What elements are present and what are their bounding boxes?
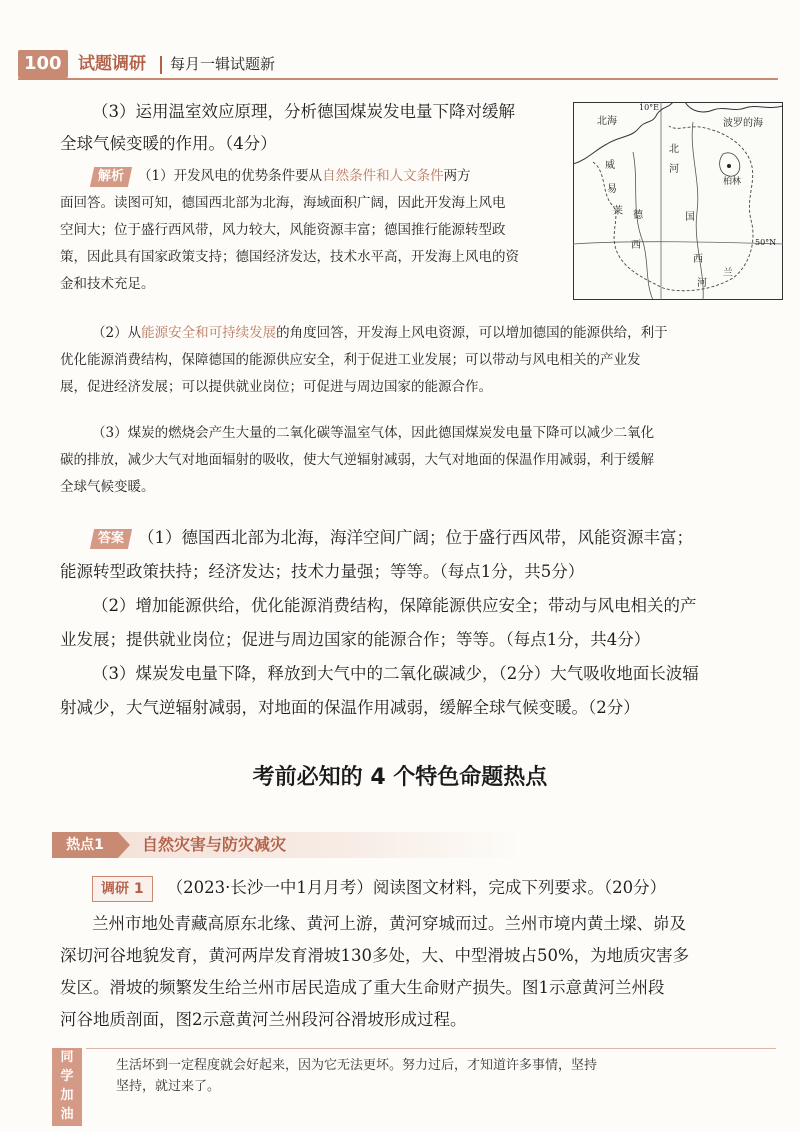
map-label-wei: 威 bbox=[605, 160, 615, 171]
analysis-p1-line-4: 策，因此具有国家政策支持；德国经济发达，技术水平高，开发海上风电的资 bbox=[60, 249, 519, 265]
page-header bbox=[18, 50, 778, 80]
map-label-west-2: 西 bbox=[693, 254, 703, 265]
research-line-1: 兰州市地处青藏高原东北缘、黄河上游，黄河穿城而过。兰州市境内黄土墚、峁及 bbox=[92, 914, 686, 933]
question-3-line-1: （3）运用温室效应原理，分析德国煤炭发电量下降对缓解 bbox=[92, 102, 515, 121]
analysis-p3-line-3: 全球气候变暖。 bbox=[60, 479, 155, 495]
page-number: 100 bbox=[18, 50, 68, 78]
highlight-natural-human: 自然条件和人文条件 bbox=[322, 168, 444, 184]
map-label-yi: 易 bbox=[607, 184, 617, 195]
research-intro: 调研 1 （2023·长沙一中1月月考）阅读图文材料，完成下列要求。（20分） bbox=[92, 872, 666, 904]
analysis-p2-line-2: 优化能源消费结构，保障德国的能源供应安全，利于促进工业发展；可以带动与风电相关的产业发 bbox=[60, 352, 641, 368]
section-title: 考前必知的 4 个特色命题热点 bbox=[252, 765, 548, 790]
research-badge: 调研 1 bbox=[92, 876, 153, 902]
map-label-lat: 50°N bbox=[755, 238, 777, 247]
hotspot-arrow-icon bbox=[118, 832, 130, 858]
answer-badge: 答案 bbox=[90, 529, 132, 549]
analysis-p3-line-1: （3）煤炭的燃烧会产生大量的二氧化碳等温室气体，因此德国煤炭发电量下降可以减少二氧化 bbox=[92, 425, 655, 441]
footer-side-label: 同 学 加 油 bbox=[52, 1048, 82, 1126]
map-label-river: 河 bbox=[669, 164, 679, 175]
map-label-north-sea: 北海 bbox=[597, 116, 617, 127]
analysis-p1-line-1: 解析 （1）开发风电的优势条件要从自然条件和人文条件两方 bbox=[92, 163, 562, 190]
map-label-lan: 兰 bbox=[723, 268, 733, 279]
question-3-line-2: 全球气候变暖的作用。（4分） bbox=[60, 134, 277, 153]
map-label-lai: 莱 bbox=[613, 206, 623, 217]
research-line-2: 深切河谷地貌发育，黄河两岸发育滑坡130多处，大、中型滑坡占50%，为地质灾害多 bbox=[60, 946, 690, 965]
hotspot-label: 热点1 bbox=[52, 832, 118, 858]
answer-2-line-1: （2）增加能源供给，优化能源消费结构，保障能源供应安全；带动与风电相关的产 bbox=[92, 596, 697, 615]
highlight-energy-security: 能源安全和可持续发展 bbox=[141, 325, 277, 341]
analysis-p2-line-3: 展，促进经济发展；可以提供就业岗位；可促进与周边国家的能源合作。 bbox=[60, 379, 492, 395]
map-label-berlin: 柏林 bbox=[723, 177, 742, 187]
map-label-river-2: 河 bbox=[697, 278, 707, 289]
analysis-p1-line-2: 面回答。读图可知，德国西北部为北海，海域面积广阔，因此开发海上风电 bbox=[60, 195, 506, 211]
map-label-north: 北 bbox=[669, 144, 679, 155]
research-line-3: 发区。滑坡的频繁发生给兰州市居民造成了重大生命财产损失。图1示意黄河兰州段 bbox=[60, 978, 665, 997]
footer-quote-text: 生活坏到一定程度就会好起来，因为它无法更坏。努力过后，才知道许多事情，坚持 坚持，就过来了。 bbox=[116, 1058, 598, 1094]
hotspot-title: 自然灾害与防灾减灾 bbox=[142, 835, 287, 854]
answer-1-line-2: 能源转型政策扶持；经济发达；技术力量强；等等。（每点1分，共5分） bbox=[60, 562, 585, 581]
hotspot-bar bbox=[52, 832, 522, 858]
research-line-4: 河谷地质剖面，图2示意黄河兰州段河谷滑坡形成过程。 bbox=[60, 1010, 467, 1029]
map-label-baltic: 波罗的海 bbox=[723, 118, 763, 129]
header-divider bbox=[160, 56, 162, 74]
map-label-guo: 国 bbox=[685, 212, 695, 223]
analysis-p2-line-1: （2）从能源安全和可持续发展的角度回答，开发海上风电资源，可以增加德国的能源供给，利于 bbox=[92, 325, 668, 341]
answer-2-line-2: 业发展；提供就业岗位；促进与周边国家的能源合作；等等。（每点1分，共4分） bbox=[60, 630, 651, 649]
analysis-p3-line-2: 碳的排放，减少大气对地面辐射的吸收，使大气逆辐射减弱，大气对地面的保温作用减弱，利于缓解 bbox=[60, 452, 654, 468]
answer-1-line-1: 答案 （1）德国西北部为北海，海洋空间广阔；位于盛行西风带，风能资源丰富； bbox=[92, 522, 693, 554]
footer-quote bbox=[86, 1048, 776, 1109]
answer-3-line-2: 射减少，大气逆辐射减弱，对地面的保温作用减弱，缓解全球气候变暖。（2分） bbox=[60, 698, 640, 717]
header-rule bbox=[18, 78, 778, 80]
header-subtitle: 每月一辑试题新 bbox=[170, 55, 276, 73]
answer-3-line-1: （3）煤炭发电量下降，释放到大气中的二氧化碳减少，（2分）大气吸收地面长波辐 bbox=[92, 664, 699, 683]
analysis-p1-line-3: 空间大；位于盛行西风带，风力较大，风能资源丰富；德国推行能源转型政 bbox=[60, 222, 506, 238]
header-tag: 试题调研 bbox=[78, 54, 146, 74]
berlin-marker bbox=[727, 164, 731, 168]
map-label-de: 德 bbox=[633, 210, 643, 221]
germany-map bbox=[573, 102, 783, 300]
map-label-lon: 10°E bbox=[639, 103, 660, 112]
analysis-p1-line-5: 金和技术充足。 bbox=[60, 276, 155, 292]
map-label-west: 西 bbox=[631, 240, 641, 251]
analysis-badge: 解析 bbox=[90, 167, 132, 187]
